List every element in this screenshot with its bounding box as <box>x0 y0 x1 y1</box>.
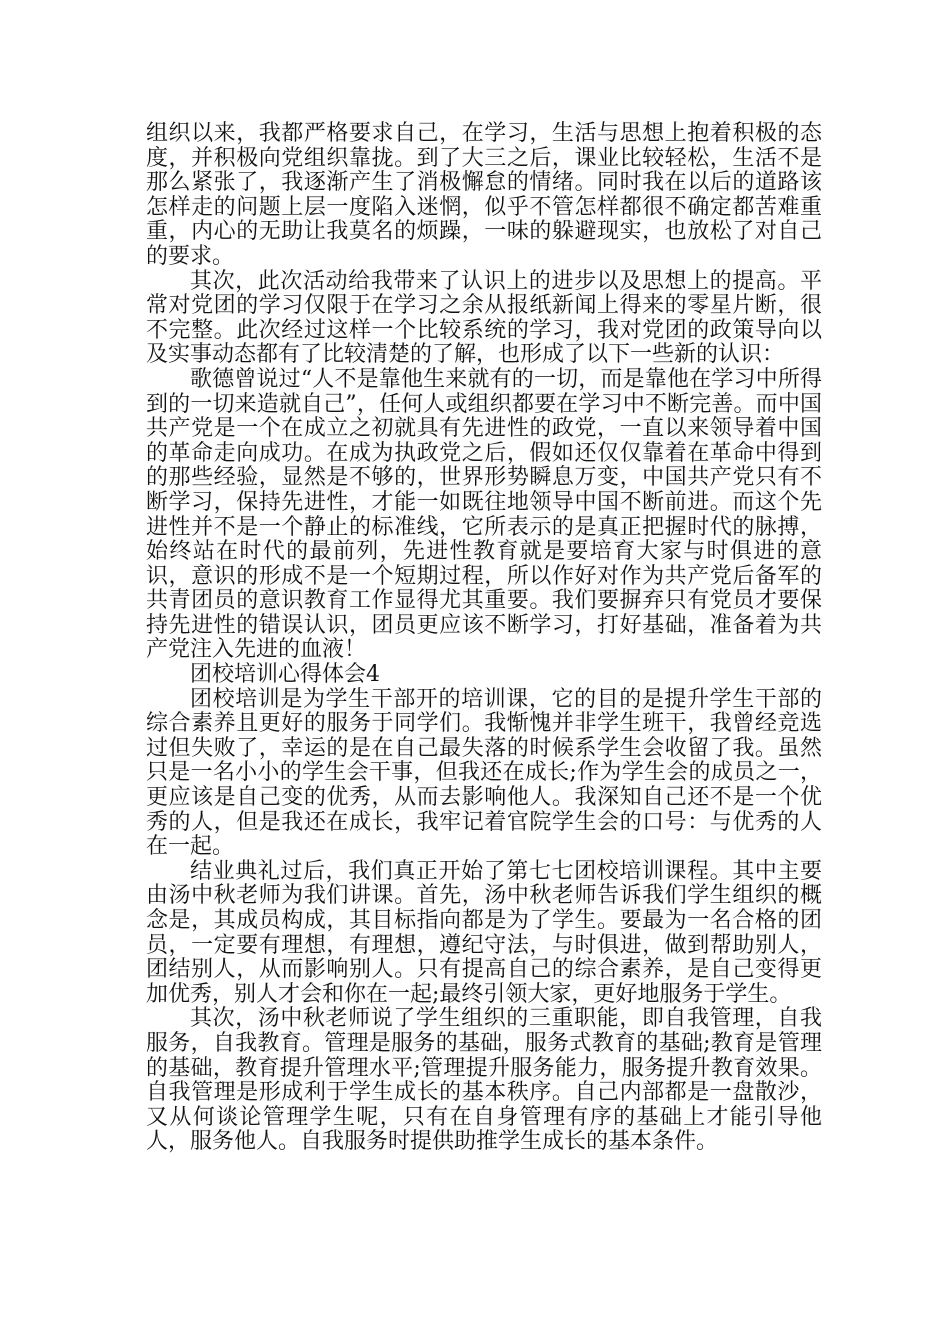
paragraph-2: 其次，此次活动给我带来了认识上的进步以及思想上的提高。平常对党团的学习仅限于在学习之余从报纸新闻上得来的零星片断，很不完整。此次经过这样一个比较系统的学习，我对党团的政策导向以及实事动态都有了比较清楚的了解，也形成了以下一些新的认识： <box>146 268 822 368</box>
paragraph-6: 其次，汤中秋老师说了学生组织的三重职能，即自我管理，自我服务，自我教育。管理是服务的基础，服务式教育的基础;教育是管理的基础，教育提升管理水平;管理提升服务能力，服务提升教育效果。自我管理是形成利于学生成长的基本秩序。自己内部都是一盘散沙，又从何谈论管理学生呢，只有在自身管理有序的基础上才能引导他人，服务他人。自我服务时提供助推学生成长的基本条件。 <box>146 1006 822 1155</box>
paragraph-1: 组织以来，我都严格要求自己，在学习，生活与思想上抱着积极的态度，并积极向党组织靠拢。到了大三之后，课业比较轻松，生活不是那么紧张了，我逐渐产生了消极懈怠的情绪。同时我在以后的道路该怎样走的问题上层一度陷入迷惘，似乎不管怎样都很不确定都苦难重重，内心的无助让我莫名的烦躁，一味的躲避现实，也放松了对自己的要求。 <box>146 121 822 269</box>
paragraph-5: 结业典礼过后，我们真正开始了第七七团校培训课程。其中主要由汤中秋老师为我们讲课。首先，汤中秋老师告诉我们学生组织的概念是，其成员构成，其目标指向都是为了学生。要最为一名合格的团员，一定要有理想，有理想，遵纪守法，与时俱进，做到帮助别人，团结别人，从而影响别人。只有提高自己的综合素养，是自己变得更加优秀，别人才会和你在一起;最终引领大家，更好地服务于学生。 <box>146 858 822 1007</box>
paragraph-4: 团校培训是为学生干部开的培训课，它的目的是提升学生干部的综合素养且更好的服务于同学们。我惭愧并非学生班干，我曾经竞选过但失败了，幸运的是在自己最失落的时候系学生会收留了我。虽然只是一名小小的学生会干事，但我还在成长;作为学生会的成员之一，更应该是自己变的优秀，从而去影响他人。我深知自己还不是一个优秀的人，但是我还在成长，我牢记着官院学生会的口号：与优秀的人在一起。 <box>146 686 822 860</box>
paragraph-3: 歌德曾说过“人不是靠他生来就有的一切，而是靠他在学习中所得到的一切来造就自己”，任何人或组织都要在学习中不断完善。而中国共产党是一个在成立之初就具有先进性的政党，一直以来领导着中国的革命走向成功。在成为执政党之后，假如还仅仅靠着在革命中得到的那些经验，显然是不够的，世界形势瞬息万变，中国共产党只有不断学习，保持先进性，才能一如既往地领导中国不断前进。而这个先进性并不是一个静止的标准线，它所表示的是真正把握时代的脉搏，始终站在时代的最前列，先进性教育就是要培育大家与时俱进的意识，意识的形成不是一个短期过程，所以作好对作为共产党后备军的共青团员的意识教育工作显得尤其重要。我们要摒弃只有党员才要保持先进性的错误认识，团员更应该不断学习，打好基础，准备着为共产党注入先进的血液！ <box>146 366 822 663</box>
document-body <box>146 122 822 1155</box>
section-heading: 团校培训心得体会4 <box>190 662 380 688</box>
